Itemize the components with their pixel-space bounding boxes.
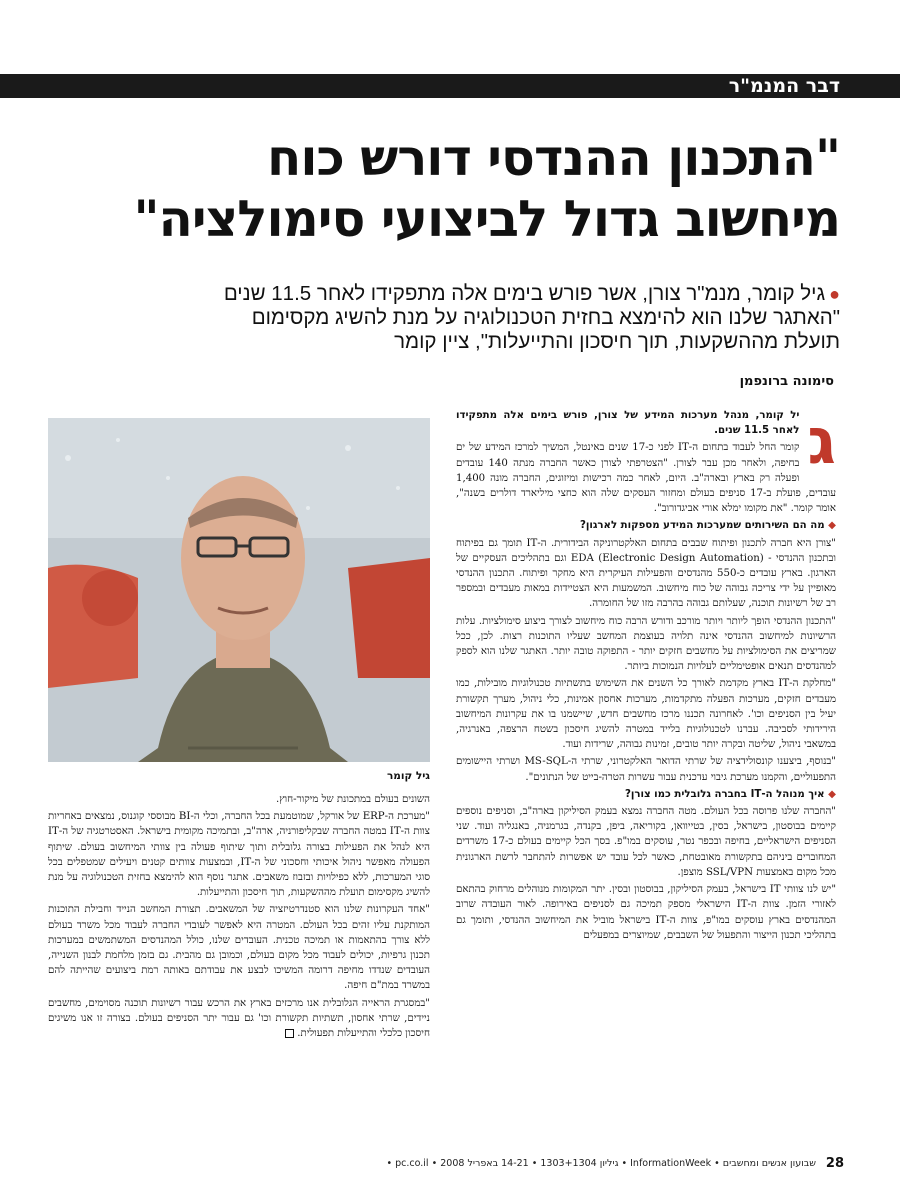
bullet-icon: ● [829, 284, 840, 304]
subhead-line [40, 282, 840, 306]
article-paragraph: "התכנון ההנדסי הופך ליותר ויותר מורכב ודורש הרבה כוח מיחשוב לצורך ביצוע סימולציות. עלות הרשיונות למיחשוב ההנדסי אינה תלויה בעוצמת המחשב שעליו התוכנות רצות. לכן, ככל שמריצים את הסימולציות על מחשבים חזקים יותר - התפוקה טובה יותר. האתגר שלנו הוא לספק למהנדסים תנאים אופטימליים לעלויות הנמוכות ביותר. [456, 615, 836, 673]
closing-text: "במסגרת הראייה הגלובלית אנו מרכזים בארץ את הרכש עבור רשיונות תוכנה מסוימים, מחשבים ניידים, שרתי אחסון, תשתיות תקשורת וכו' גם עבור יתר הסניפים בעולם. בצורה זו אנו משיגים חיסכון כלכלי והתייעלות תפעולית. [48, 997, 430, 1040]
subhead-text: גיל קומר, מנמ"ר צורן, אשר פורש בימים אלה מתפקידו לאחר 11.5 שנים [223, 282, 826, 305]
article-paragraph: "מחלקת ה-IT בארץ מקדמת לאורך כל השנים את השימוש בתשתיות טכנולוגיות מובילות, כמו מעבדים חזקים, מערכות הפעלה מתקדמות, מערכות אחסון אמינות, כלי ניהול, מערך תקשורת יעיל בין הסניפים וכו'. לאחרונה תכננו מרכז מחשבים חדש, שיישמנו בו את עקרונות המיחשוב הירידותי לסביבה. עברנו לטכנולוגיות בלייד במטרה להשיג חיסכון בשטח הרצפה, באנרגיה, במשאבי ניהול, שליטה ובקרה יותר טובים, זמינות גבוהה, שרידות ועוד. [456, 678, 836, 751]
article-column-right [456, 408, 836, 1146]
interview-question [456, 787, 836, 802]
headline-line: "התכנון ההנדסי דורש כוח [267, 129, 840, 187]
section-label: דבר המנמ"ר [728, 75, 840, 97]
subhead [40, 282, 840, 354]
end-of-article-icon [285, 1029, 294, 1038]
section-bar [0, 74, 900, 98]
article-paragraph: "יש לנו צוותי IT בישראל, בעמק הסיליקון, בבוסטון ובסין. יתר המקומות מנוהלים מרחוק בהתאם לאזורי הזמן. צוות ה-IT הישראלי מספק תמיכה גם לסניפים באירופה. לאור העובדה שרוב המהנדסים בארץ עוסקים במו"פ, צוות ה-IT בישראל מוביל את המיחשוב ההנדסי, ותומך גם בתהליכי תכנון הייצור והתפעול של השבבים, שמיוצרים במפעלים [456, 884, 836, 941]
question-text: מה הם השירותים שמערכות המידע מספקות לארגון? [579, 520, 825, 532]
article-paragraph [48, 996, 430, 1042]
drop-cap: ג [807, 408, 836, 479]
article-paragraph: "אחד העקרונות שלנו הוא סטנדרטיזציה של המשאבים. תצורת המחשב הנייד וחבילת התוכנות המותקנת עליו זהים בכל העולם. המטרה היא לאפשר לעובדי החברה לעבוד מכל משרד בעולם ללא צורך בהתאמות או תמיכה טכנית. העובדים שלנו, כולל המהנדסים המשתמשים במערכות תכנון גרפיות, יכולים לעבוד מכל מקום בעולם, וכמובן גם מהבית. גם בזמן מלחמת לבנון השנייה, העובדים שנדדו מחיפה דרומה המשיכו לבצע את עבודתם באותה רמת ביצועים שהייתה להם במשרד במת"ם חיפה. [48, 904, 430, 992]
article-paragraph: "צורן היא חברה לתכנון ופיתוח שבבים בתחום האלקטרוניקה הבידורית. ה-IT תומך גם בפיתוח ובתכנון ההנדסי - EDA (Electronic Design Automation) וגם בתהליכים העסקיים של הארגון. בארץ עובדים כ-550 מהנדסים והפעילות העיקרית היא מחקר ופיתוח. התכנון ההנדסי מאופיין על ידי צריכה גבוהה של כוח מיחשוב. המשמעות היא הצטיידות במאות מעבדים ובמספר רב של רשיונות תוכנה, שעלותם גבוהה בהרבה מזו של החומרה. [456, 537, 836, 610]
article-paragraph: "החברה שלנו פרוסה בכל העולם. מטה החברה נמצא בעמק הסיליקון בארה"ב, וסניפים נוספים קיימים בבוסטון, בישראל, בסין, בטייוואן, בקוריאה, ביפן, בקנדה, בגרמניה, באנגליה ועוד. שני הסניפים הישראליים, בחיפה ובכפר נטר, עוסקים במו"פ. בסך הכל קיימים בעולם כ-17 משרדים המחוברים ביניהם בתקשורת מאובטחת, כאשר לכל עובד יש אפשרות להתחבר לרשת הארגונית מכל מקום באמצעות SSL/VPN מוצפן. [456, 806, 836, 878]
article-paragraph: "בנוסף, ביצענו קונסולידציה של שרתי הדואר האלקטרוני, שרתי ה-MS-SQL ושרתי היישומים התפעוליים, והקמנו מערכת גיבוי עדכנית עבור עשרות הטרה-בייט של הנתונים". [456, 756, 836, 783]
page-footer [0, 1156, 900, 1178]
page-number: 28 [825, 1156, 844, 1171]
subhead-line: "האתגר שלנו הוא להימצא בחזית הטכנולוגיה על מנת להשיג מקסימום [251, 306, 840, 329]
photo-caption: גיל קומר [386, 770, 430, 782]
diamond-bullet-icon: ◆ [824, 520, 836, 532]
byline: סימונה ברונפמן [739, 374, 834, 389]
article-paragraph: קומר החל לעבוד בתחום ה-IT לפני כ-17 שנים באינטל, המשיך למרכז המידע של ים בחיפה, ולאחר מכן עבר לצורן. "הצטרפתי לצורן כאשר החברה מנתה 140 עובדים ופעלה רק בארץ ובארה"ב. היום, לאחר כמה רכישות ומיזוגים, החברה מונה 1,400 עובדים, פועלת ב-17 סניפים בעולם ומחזור העסקים שלה הוא כחצי מיליארד דולרים בשנה", אומר קומר. "את מקומו ימלא אורי אביגדורוב". [456, 442, 836, 515]
article-paragraph: השונים בעולם במתכונת של מיקור-חוץ. [275, 794, 430, 805]
question-text: איך מנוהל ה-IT בחברה גלובלית כמו צורן? [624, 788, 825, 800]
portrait-photo [48, 418, 430, 762]
article-paragraph: "מערכת ה-ERP של אורקל, שמוטמעת בכל החברה, וכלי ה-BI מבוססי קוגנוס, נמצאים באחריות צוות ה-IT במטה החברה שבקליפורניה, ארה"ב, ובתמיכה מקומית בישראל. האסטרטגיה של ה-IT היא לנהל את הפעילות בצורה גלובלית ותוך שיתוף פעולה בין צוותי המיחשוב בעולם. שיתוף הפעולה מאפשר ניהול איכותי וחסכוני של ה-IT, ובמצעות צוותים קטנים ויעילים שמטפלים בכל סוגי המערכות, ללא כפילויות ובזבוז משאבים. אתגר נוסף הוא להימצא בחזית הטכנולוגיה על מנת להשיג מקסימום תועלת מההשקעות, תוך חיסכון והתייעלות. [48, 811, 430, 899]
diamond-bullet-icon: ◆ [824, 788, 836, 800]
headline [20, 128, 840, 250]
portrait-illustration [48, 418, 430, 762]
footer-text: שבועון אנשים ומחשבים • InformationWeek • גיליון 1303+1304 • 14-21 באפריל 2008 • pc.co.il • [386, 1158, 816, 1169]
headline-line: מיחשוב גדול לביצועי סימולציה" [133, 190, 840, 248]
article-column-left [48, 792, 430, 1146]
interview-question [456, 518, 836, 533]
subhead-line: תועלת מההשקעות, תוך חיסכון והתייעלות", ציין קומר [394, 330, 840, 353]
lead-text: יל קומר, מנהל מערכות המידע של צורן, פורש בימים אלה מתפקידו לאחר 11.5 שנים. [456, 410, 800, 437]
